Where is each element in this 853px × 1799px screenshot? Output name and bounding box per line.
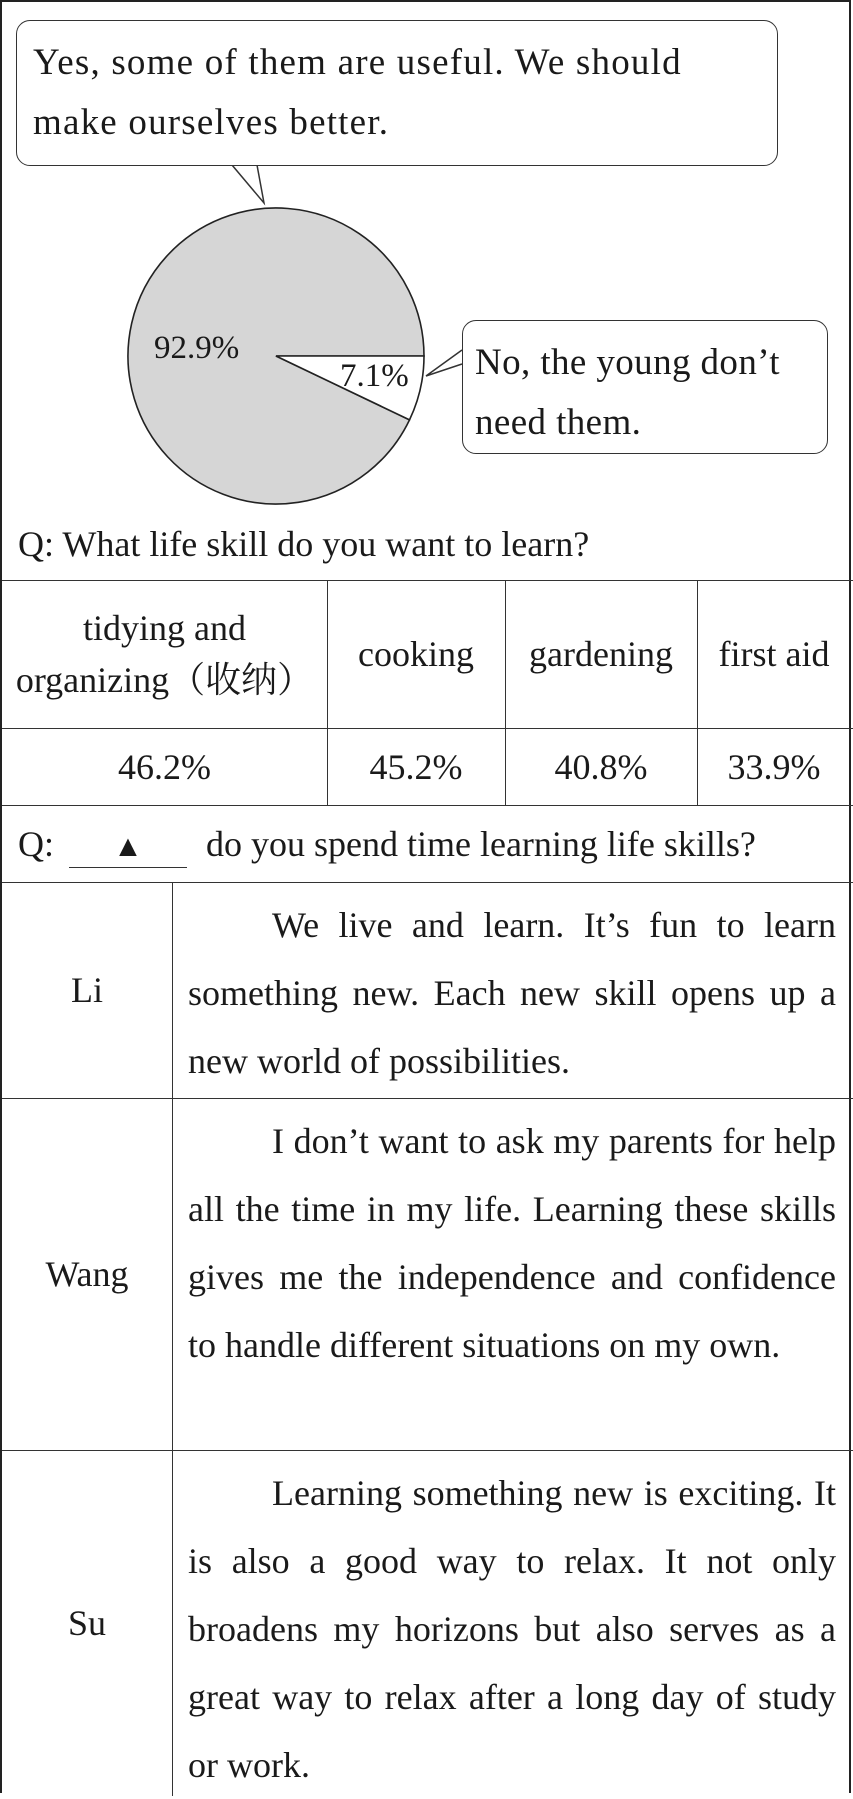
skill-header-gardening: gardening [529, 634, 673, 674]
answers-col-divider [172, 882, 173, 1796]
bubble-no-tail [426, 350, 462, 376]
pie-label-yes: 92.9% [154, 330, 240, 366]
answer-name-li: Li [71, 970, 103, 1010]
skill-value-cooking: 45.2% [369, 746, 463, 787]
question-2 [18, 824, 756, 868]
answer-text-wang: I don’t want to ask my parents for help all the time in my life. Learning these skills gives me the independence and confidence to handle different situations on my own. [188, 1121, 836, 1365]
bubble-no [462, 320, 828, 454]
triangle-icon: ▲ [113, 830, 143, 863]
question-1 [18, 524, 589, 564]
skill-header-cooking: cooking [358, 634, 474, 674]
answer-text-su: Learning something new is exciting. It is also a good way to relax. It not only broadens my horizons but also serves as a great way to relax after a long day of study or work. [188, 1473, 836, 1785]
bubble-yes-text: Yes, some of them are useful. We should make ourselves better. [33, 42, 682, 143]
bubble-no-text: No, the young don’t need them. [475, 342, 780, 443]
pie-label-no: 7.1% [340, 358, 409, 394]
skill-value-tidying: 46.2% [118, 746, 211, 787]
question-1-label: Q: [18, 524, 54, 564]
skill-value-gardening: 40.8% [554, 746, 648, 787]
answer-blank[interactable] [69, 827, 187, 868]
answer-name-wang: Wang [45, 1254, 129, 1294]
skill-header-tidying: tidying and organizing（收纳） [15, 608, 314, 700]
bubble-yes-tail [232, 165, 264, 203]
answer-text-li: We live and learn. It’s fun to learn something new. Each new skill opens up a new world of possibilities. [188, 905, 836, 1081]
bubble-yes [16, 20, 778, 166]
question-1-text: What life skill do you want to learn? [62, 524, 590, 564]
table-bottom-border [2, 805, 853, 806]
question-2-label: Q: [18, 824, 54, 864]
answer-name-su: Su [67, 1603, 107, 1643]
question-2-text: do you spend time learning life skills? [206, 824, 756, 864]
skill-value-first-aid: 33.9% [727, 746, 821, 787]
skill-header-first-aid: first aid [718, 634, 830, 674]
